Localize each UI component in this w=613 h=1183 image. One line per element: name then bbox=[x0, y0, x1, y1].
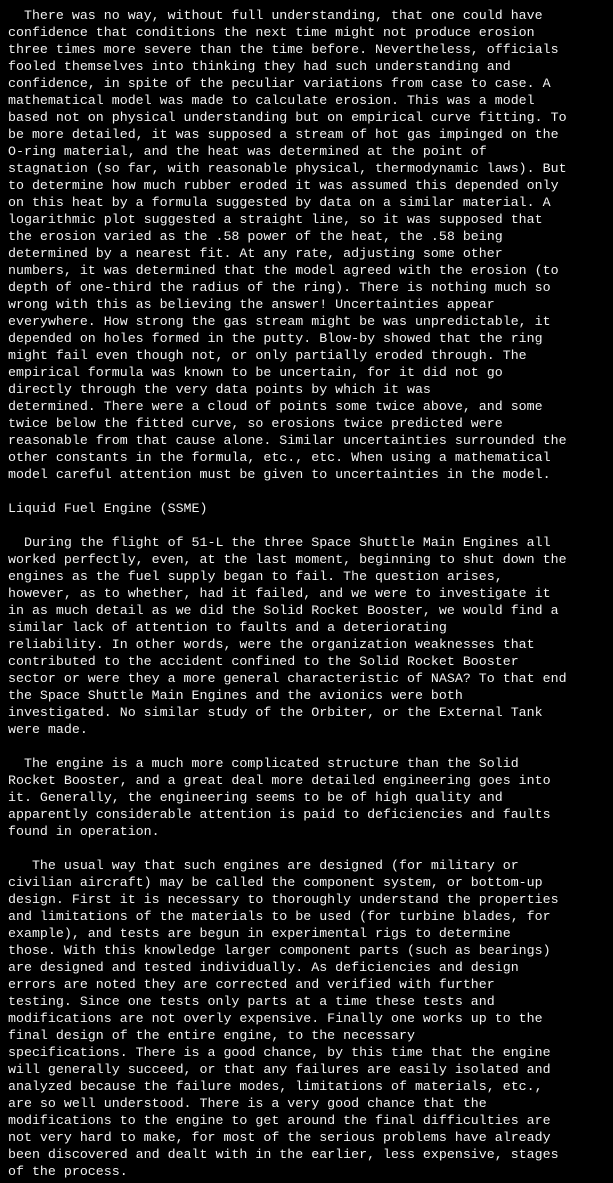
section-heading: Liquid Fuel Engine (SSME) bbox=[8, 501, 208, 516]
text-line: will generally succeed, or that any failures are easily isolated and bbox=[8, 1062, 551, 1077]
text-line: however, as to whether, had it failed, and we were to investigate it bbox=[8, 586, 551, 601]
text-line: Rocket Booster, and a great deal more detailed engineering goes into bbox=[8, 773, 551, 788]
text-line: not very hard to make, for most of the serious problems have already bbox=[8, 1130, 551, 1145]
text-line: be more detailed, it was supposed a stream of hot gas impinged on the bbox=[8, 127, 559, 142]
text-line: are designed and tested individually. As deficiencies and design bbox=[8, 960, 519, 975]
text-line: the Space Shuttle Main Engines and the avionics were both bbox=[8, 688, 463, 703]
text-line: in as much detail as we did the Solid Rocket Booster, we would find a bbox=[8, 603, 559, 618]
text-line: based not on physical understanding but on empirical curve fitting. To bbox=[8, 110, 567, 125]
text-line: determined by a nearest fit. At any rate, adjusting some other bbox=[8, 246, 503, 261]
text-line: testing. Since one tests only parts at a time these tests and bbox=[8, 994, 495, 1009]
text-line: stagnation (so far, with reasonable physical, thermodynamic laws). But bbox=[8, 161, 567, 176]
text-line: fooled themselves into thinking they had such understanding and bbox=[8, 59, 511, 74]
text-line: twice below the fitted curve, so erosions twice predicted were bbox=[8, 416, 503, 431]
text-line: engines as the fuel supply began to fail. The question arises, bbox=[8, 569, 503, 584]
text-line: directly through the very data points by which it was bbox=[8, 382, 431, 397]
text-line: are so well understood. There is a very good chance that the bbox=[8, 1096, 487, 1111]
text-line: reliability. In other words, were the organization weaknesses that bbox=[8, 637, 535, 652]
text-line: those. With this knowledge larger component parts (such as bearings) bbox=[8, 943, 551, 958]
text-line: logarithmic plot suggested a straight line, so it was supposed that bbox=[8, 212, 543, 227]
text-line: depth of one-third the radius of the ring). There is nothing much so bbox=[8, 280, 551, 295]
text-line: reasonable from that cause alone. Similar uncertainties surrounded the bbox=[8, 433, 567, 448]
text-line: analyzed because the failure modes, limitations of materials, etc., bbox=[8, 1079, 543, 1094]
text-line: other constants in the formula, etc., etc. When using a mathematical bbox=[8, 450, 551, 465]
text-line: There was no way, without full understanding, that one could have bbox=[8, 8, 543, 23]
text-line: investigated. No similar study of the Orbiter, or the External Tank bbox=[8, 705, 543, 720]
text-line: modifications are not overly expensive. Finally one works up to the bbox=[8, 1011, 543, 1026]
text-line: to determine how much rubber eroded it was assumed this depended only bbox=[8, 178, 559, 193]
text-line: worked perfectly, even, at the last moment, beginning to shut down the bbox=[8, 552, 567, 567]
text-line: civilian aircraft) may be called the component system, or bottom-up bbox=[8, 875, 543, 890]
text-line: empirical formula was known to be uncertain, for it did not go bbox=[8, 365, 503, 380]
text-line: O-ring material, and the heat was determined at the point of bbox=[8, 144, 487, 159]
text-line: design. First it is necessary to thoroughly understand the properties bbox=[8, 892, 559, 907]
text-line: errors are noted they are corrected and verified with further bbox=[8, 977, 495, 992]
text-line: example), and tests are begun in experimental rigs to determine bbox=[8, 926, 511, 941]
text-line: wrong with this as believing the answer! Uncertainties appear bbox=[8, 297, 495, 312]
text-line: numbers, it was determined that the model agreed with the erosion (to bbox=[8, 263, 559, 278]
text-line: found in operation. bbox=[8, 824, 160, 839]
text-line: confidence, in spite of the peculiar variations from case to case. A bbox=[8, 76, 551, 91]
text-line: sector or were they a more general characteristic of NASA? To that end bbox=[8, 671, 567, 686]
text-line: The engine is a much more complicated structure than the Solid bbox=[8, 756, 519, 771]
text-line: were made. bbox=[8, 722, 88, 737]
text-line: depended on holes formed in the putty. Blow-by showed that the ring bbox=[8, 331, 543, 346]
text-line: and limitations of the materials to be used (for turbine blades, for bbox=[8, 909, 551, 924]
text-line: it. Generally, the engineering seems to be of high quality and bbox=[8, 790, 503, 805]
text-line: been discovered and dealt with in the earlier, less expensive, stages bbox=[8, 1147, 559, 1162]
text-line: on this heat by a formula suggested by data on a similar material. A bbox=[8, 195, 551, 210]
text-line: everywhere. How strong the gas stream might be was unpredictable, it bbox=[8, 314, 551, 329]
text-line: mathematical model was made to calculate erosion. This was a model bbox=[8, 93, 535, 108]
text-line: apparently considerable attention is paid to deficiencies and faults bbox=[8, 807, 551, 822]
text-line: similar lack of attention to faults and a deteriorating bbox=[8, 620, 447, 635]
text-line: model careful attention must be given to uncertainties in the model. bbox=[8, 467, 551, 482]
text-line: final design of the entire engine, to the necessary bbox=[8, 1028, 415, 1043]
text-line: confidence that conditions the next time might not produce erosion bbox=[8, 25, 535, 40]
text-line: might fail even though not, or only partially eroded through. The bbox=[8, 348, 527, 363]
text-line: During the flight of 51-L the three Space Shuttle Main Engines all bbox=[8, 535, 551, 550]
text-line: The usual way that such engines are designed (for military or bbox=[8, 858, 519, 873]
text-line: modifications to the engine to get around the final difficulties are bbox=[8, 1113, 551, 1128]
text-line: three times more severe than the time before. Nevertheless, officials bbox=[8, 42, 559, 57]
text-line: contributed to the accident confined to the Solid Rocket Booster bbox=[8, 654, 519, 669]
text-line: the erosion varied as the .58 power of the heat, the .58 being bbox=[8, 229, 503, 244]
text-line: of the process. bbox=[8, 1164, 128, 1179]
text-line: determined. There were a cloud of points some twice above, and some bbox=[8, 399, 543, 414]
text-line: specifications. There is a good chance, by this time that the engine bbox=[8, 1045, 551, 1060]
